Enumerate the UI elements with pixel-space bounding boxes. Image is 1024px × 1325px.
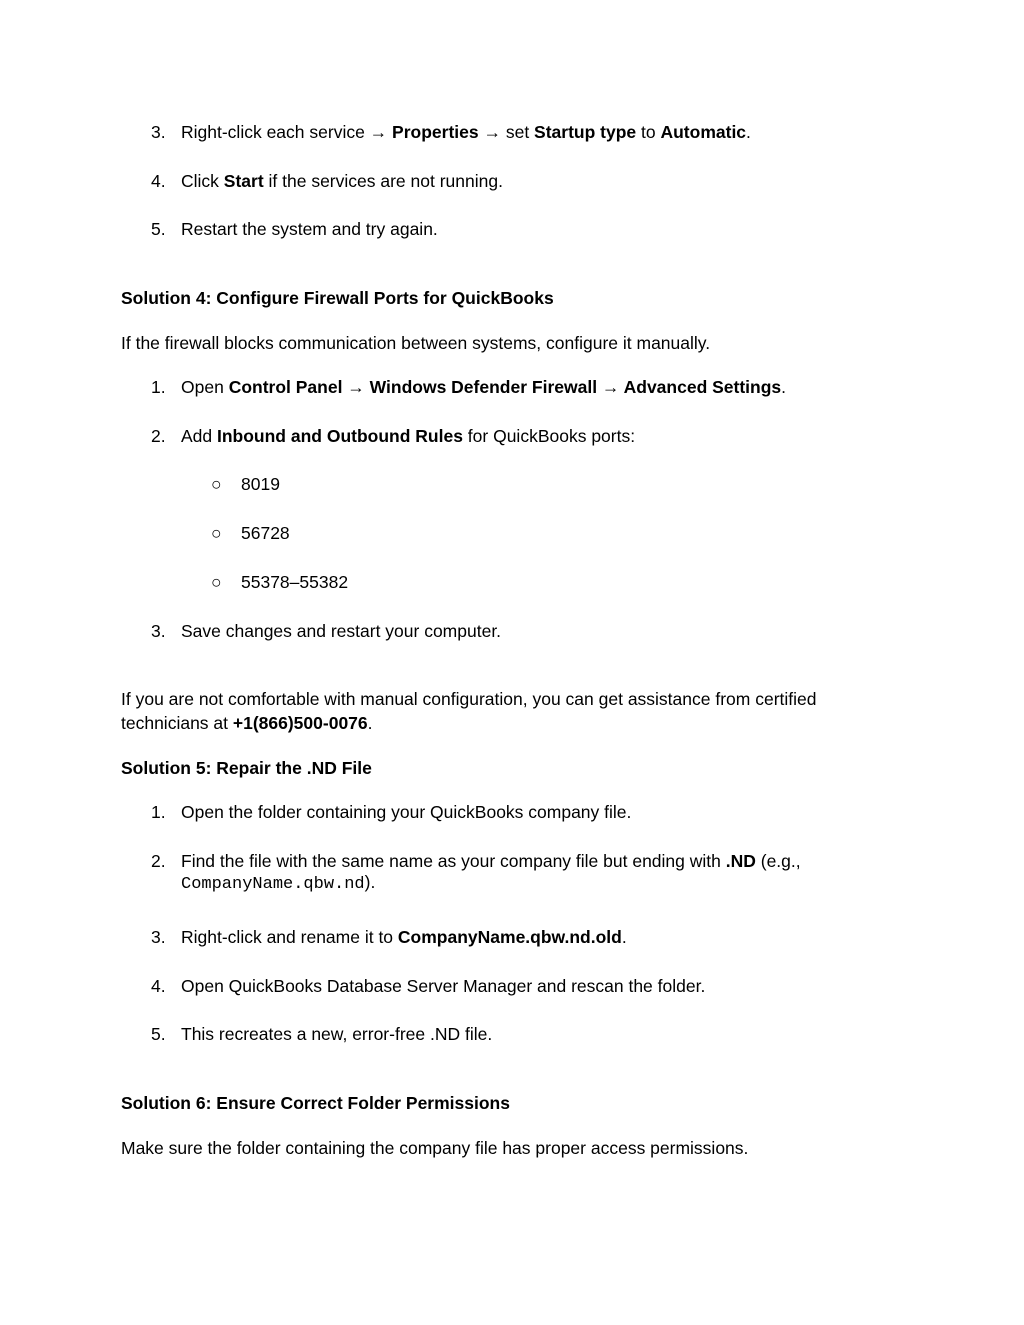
section-heading: Solution 6: Ensure Correct Folder Permissions [121, 1093, 510, 1113]
port-item: ○ 56728 [211, 523, 290, 543]
list-item: 1. Open the folder containing your QuickBooks company file. [151, 802, 632, 822]
section-heading: Solution 4: Configure Firewall Ports for QuickBooks [121, 288, 554, 308]
paragraph: technicians at +1(866)500-0076. [121, 713, 373, 733]
phone-number: +1(866)500-0076 [232, 713, 368, 733]
paragraph: If you are not comfortable with manual configuration, you can get assistance from certified [121, 689, 817, 709]
paragraph: If the firewall blocks communication between systems, configure it manually. [121, 333, 711, 353]
list-item: 3. Save changes and restart your computer. [151, 621, 502, 641]
list-item: 3. Right-click and rename it to CompanyName.qbw.nd.old. [151, 927, 627, 947]
list-item: 5. This recreates a new, error-free .ND file. [151, 1024, 493, 1044]
port-item: ○ 55378–55382 [211, 572, 349, 592]
list-item: 4. Click Start if the services are not running. [151, 171, 503, 191]
list-item: 5. Restart the system and try again. [151, 219, 438, 239]
section-heading: Solution 5: Repair the .ND File [121, 758, 372, 778]
paragraph: Make sure the folder containing the company file has proper access permissions. [121, 1138, 749, 1158]
port-item: ○ 8019 [211, 474, 280, 494]
list-item: 4. Open QuickBooks Database Server Manager and rescan the folder. [151, 976, 706, 996]
list-item: 2. Find the file with the same name as your company file but ending with .ND (e.g., CompanyName.qbw.nd). [151, 851, 801, 894]
list-item: 2. Add Inbound and Outbound Rules for QuickBooks ports: [151, 426, 636, 446]
list-item: 3. Right-click each service → Properties → set Startup type to Automatic. [151, 122, 751, 142]
list-item: 1. Open Control Panel → Windows Defender Firewall → Advanced Settings. [151, 377, 787, 397]
